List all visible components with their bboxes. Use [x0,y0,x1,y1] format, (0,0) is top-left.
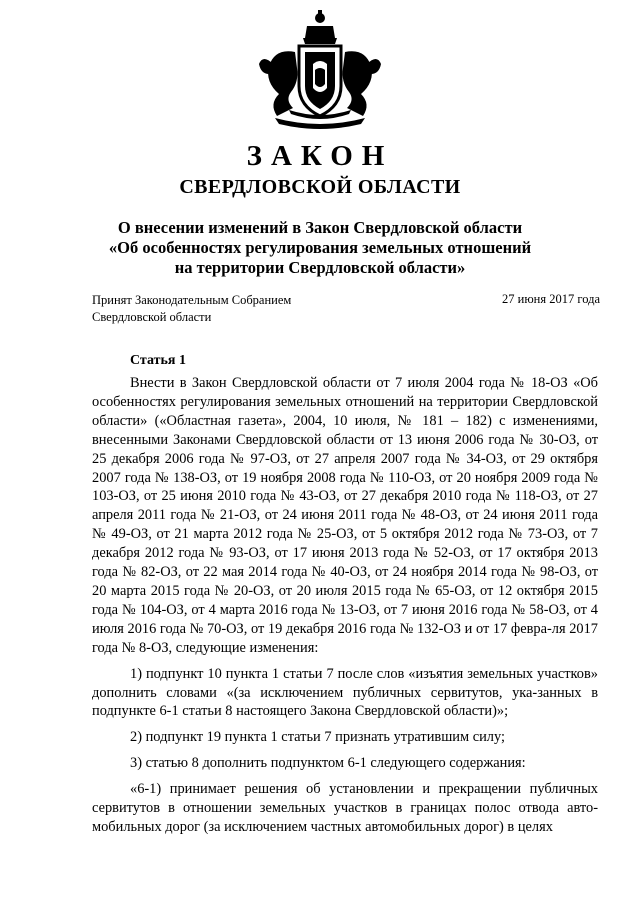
article-item: 2) подпункт 19 пункта 1 статьи 7 признать утратившим силу; [130,729,505,746]
article-heading: Статья 1 [130,353,186,368]
article-body [92,374,598,837]
document-title: ЗАКОН [246,140,394,172]
coat-of-arms-sverdlovsk-icon [255,8,385,130]
article-item-text: «6-1) принимает решения об установлении и прекращении публичных сервитутов в отношении земельных участков в границах полос отвода авто-мобильных дорог (за исключением частных автомобильных дорог) в целях [92,781,598,835]
adoption-line: Свердловской области [92,310,212,324]
subject-line: «Об особенностях регулирования земельных отношений [108,238,532,257]
subject-line: на территории Свердловской области» [174,258,466,277]
article-item: 3) статью 8 дополнить подпунктом 6-1 следующего содержания: [130,755,526,772]
adoption-date: 27 июня 2017 года [502,292,600,306]
document-region: СВЕРДЛОВСКОЙ ОБЛАСТИ [179,176,461,198]
article-intro: Внести в Закон Свердловской области от 7 июля 2004 года № 18-ОЗ «Об особенностях регулирования земельных отношений на территории Свердловской области» («Областная газета», 2004, 10 июля, № 181 – 182) с изменениями, внесенными Законами Свердловской области от 13 июня 2006 года № 30-ОЗ, от 25 декабря 2006 года № 97-ОЗ, от 27 апреля 2007 года № 34-ОЗ, от 29 октября 2007 года № 138-ОЗ, от 19 ноября 2008 года № 110-ОЗ, от 20 ноября 2009 года № 103-ОЗ, от 25 июня 2010 года № 43-ОЗ, от 27 декабря 2010 года № 118-ОЗ, от 27 апреля 2011 года № 21-ОЗ, от 24 июня 2011 года № 48-ОЗ, от 24 июня 2011 года № 49-ОЗ, от 21 марта 2012 года № 25-ОЗ, от 5 октября 2012 года № 73-ОЗ, от 7 декабря 2012 года № 93-ОЗ, от 17 июня 2013 года № 52-ОЗ, от 17 октября 2013 года № 82-ОЗ, от 22 мая 2014 года № 40-ОЗ, от 24 ноября 2014 года № 98-ОЗ, от 20 марта 2015 года № 20-ОЗ, от 20 июля 2015 года № 65-ОЗ, от 12 октября 2015 года № 104-ОЗ, от 4 марта 2016 года № 13-ОЗ, от 7 июня 2016 года № 58-ОЗ, от 4 июля 2016 года № 70-ОЗ, от 19 декабря 2016 года № 132-ОЗ и от 17 февра-ля 2017 года № 8-ОЗ, следующие изменения: [92,375,598,656]
adoption-line: Принят Законодательным Собранием [92,293,292,307]
law-subject [60,218,580,278]
adoption-authority [92,292,291,326]
article-item: 1) подпункт 10 пункта 1 статьи 7 после слов «изъятия земельных участков» дополнить словами «(за исключением публичных сервитутов, ука-занных в подпункте 6-1 статьи 8 настоящего Закона Свердловской области)»; [92,665,598,720]
subject-line: О внесении изменений в Закон Свердловской области [117,218,523,237]
